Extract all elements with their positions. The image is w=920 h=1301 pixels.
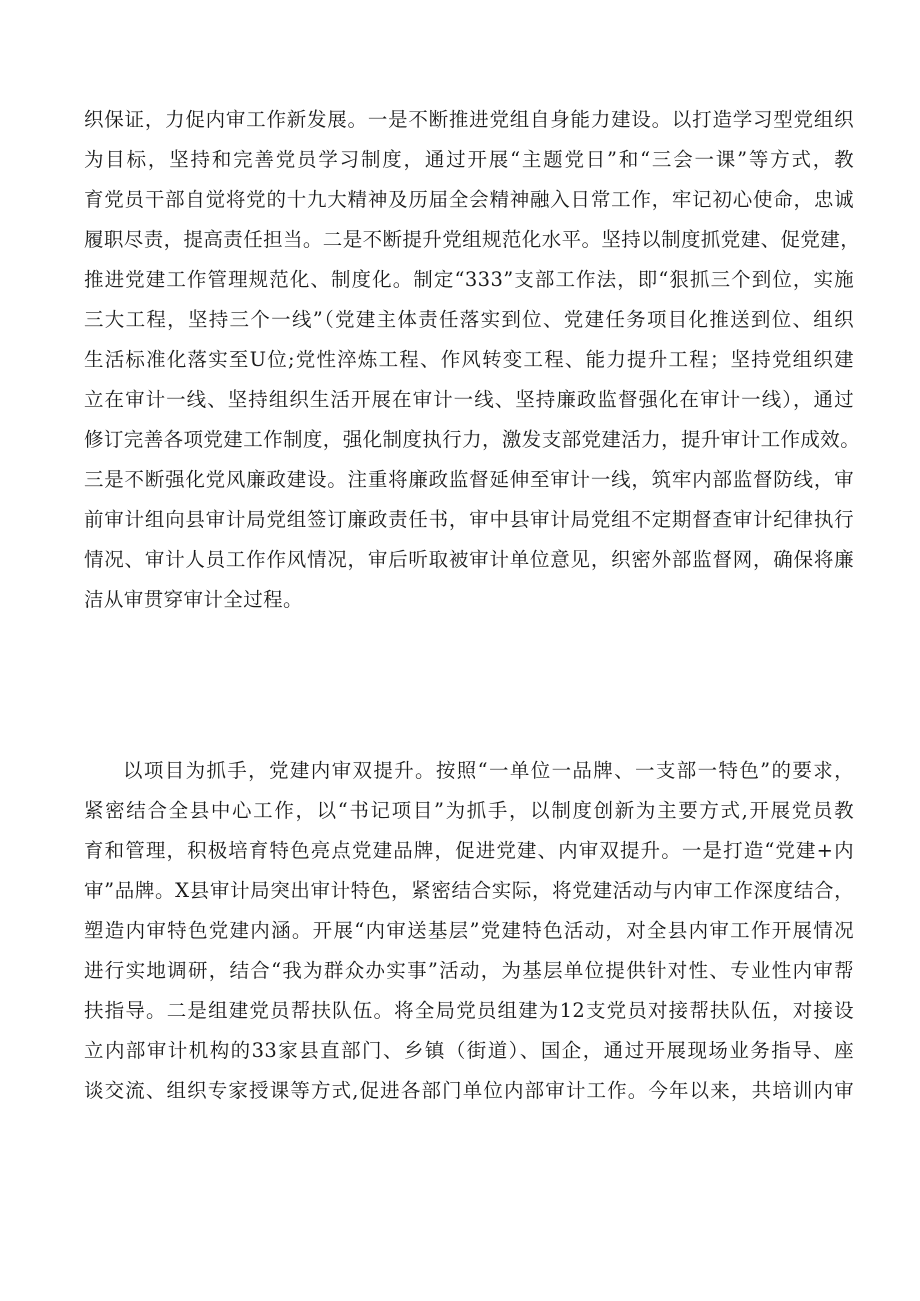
- text-line: 履职尽责，提高责任担当。二是不断提升党组规范化水平。坚持以制度抓党建、促党建，: [84, 228, 861, 251]
- text-line: 育党员干部自觉将党的十九大精神及历届全会精神融入日常工作，牢记初心使命，忠诚: [84, 188, 854, 211]
- text-line: 织保证，力促内审工作新发展。一是不断推进党组自身能力建设。以打造学习型党组织: [84, 108, 854, 131]
- text-line: 进行实地调研，结合“我为群众办实事”活动，为基层单位提供针对性、专业性内审帮: [84, 959, 854, 982]
- text-line: 审”品牌。X县审计局突出审计特色，紧密结合实际，将党建活动与内审工作深度结合，: [84, 879, 854, 902]
- text-line: 修订完善各项党建工作制度，强化制度执行力，激发支部党建活力，提升审计工作成效。: [84, 428, 861, 451]
- text-line: 塑造内审特色党建内涵。开展“内审送基层”党建特色活动，对全县内审工作开展情况: [84, 919, 854, 942]
- paragraph-2: [84, 751, 854, 1111]
- text-line: 谈交流、组织专家授课等方式,促进各部门单位内部审计工作。今年以来，共培训内审: [84, 1079, 854, 1102]
- text-line-last: 洁从审贯穿审计全过程。: [84, 588, 303, 611]
- text-line: 扶指导。二是组建党员帮扶队伍。将全局党员组建为12支党员对接帮扶队伍，对接设: [84, 999, 854, 1022]
- text-line: 推进党建工作管理规范化、制度化。制定“333”支部工作法，即“狠抓三个到位，实施: [84, 268, 854, 291]
- text-line: 立内部审计机构的33家县直部门、乡镇（街道）、国企，通过开展现场业务指导、座: [84, 1039, 854, 1062]
- text-line: 三是不断强化党风廉政建设。注重将廉政监督延伸至审计一线，筑牢内部监督防线，审: [84, 468, 854, 491]
- text-line: 为目标，坚持和完善党员学习制度，通过开展“主题党日”和“三会一课”等方式，教: [84, 148, 854, 171]
- paragraph-1: [84, 100, 861, 620]
- text-line: 生活标准化落实至U位;党性淬炼工程、作风转变工程、能力提升工程；坚持党组织建: [84, 348, 854, 371]
- text-line-first: 以项目为抓手，党建内审双提升。按照“一单位一品牌、一支部一特色”的要求，: [123, 759, 854, 782]
- text-line: 育和管理，积极培育特色亮点党建品牌，促进党建、内审双提升。一是打造“党建+内: [84, 839, 854, 862]
- text-line: 情况、审计人员工作作风情况，审后听取被审计单位意见，织密外部监督网，确保将廉: [84, 548, 854, 571]
- text-line: 三大工程，坚持三个一线”（党建主体责任落实到位、党建任务项目化推送到位、组织: [84, 308, 854, 331]
- text-line: 立在审计一线、坚持组织生活开展在审计一线、坚持廉政监督强化在审计一线），通过: [84, 388, 854, 411]
- text-line: 紧密结合全县中心工作，以“书记项目”为抓手，以制度创新为主要方式,开展党员教: [84, 799, 854, 822]
- text-line: 前审计组向县审计局党组签订廉政责任书，审中县审计局党组不定期督查审计纪律执行: [84, 508, 854, 531]
